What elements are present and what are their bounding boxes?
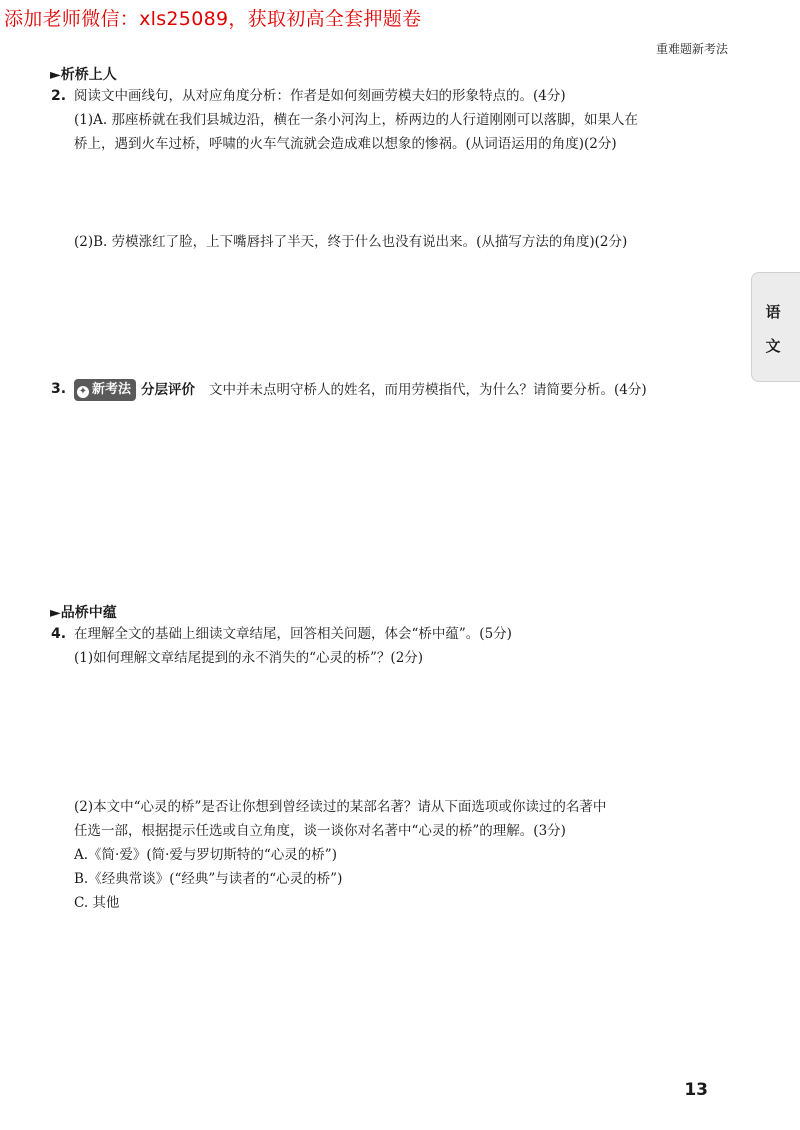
lightbulb-icon: ✦	[78, 386, 88, 397]
new-method-tag	[74, 379, 136, 401]
tiered-evaluation-label: 分层评价	[141, 382, 196, 398]
question-3-number: 3.	[51, 381, 67, 397]
question-4-number: 4.	[51, 626, 67, 642]
question-4-part1: (1)如何理解文章结尾提到的永不消失的“心灵的桥”？(2分)	[74, 650, 424, 666]
section-heading-bridge-people: ►析桥上人	[50, 67, 117, 83]
option-c: C. 其他	[74, 895, 120, 911]
option-b: B.《经典常谈》(“经典”与读者的“心灵的桥”)	[74, 871, 343, 887]
section-heading-bridge-meaning: ►品桥中蕴	[50, 605, 117, 621]
question-2-part1-line1: (1)A. 那座桥就在我们县城边沿，横在一条小河沟上，桥两边的人行道刚刚可以落脚，如果人在	[74, 112, 638, 128]
side-tab-char-1: 语	[765, 303, 781, 321]
question-3-line	[74, 379, 647, 401]
page-number: 13	[684, 1080, 708, 1100]
question-2-number: 2.	[51, 88, 67, 104]
new-method-tag-label: 新考法	[92, 382, 132, 397]
question-2-part2: (2)B. 劳模涨红了脸，上下嘴唇抖了半天，终于什么也没有说出来。(从描写方法的角度)(2分)	[74, 234, 628, 250]
option-a: A.《简·爱》(简·爱与罗切斯特的“心灵的桥”)	[74, 847, 337, 863]
subject-side-tab	[751, 272, 800, 382]
question-2-part1-line2: 桥上，遇到火车过桥，呼啸的火车气流就会造成难以想象的惨祸。(从词语运用的角度)(2分)	[74, 136, 617, 152]
side-tab-char-2: 文	[765, 337, 781, 355]
watermark-text: 添加老师微信：xls25089，获取初高全套押题卷	[4, 8, 422, 30]
header-label: 重难题新考法	[655, 42, 728, 56]
question-4-part2-line1: (2)本文中“心灵的桥”是否让你想到曾经读过的某部名著？请从下面选项或你读过的名著中	[74, 799, 607, 815]
question-4-stem: 在理解全文的基础上细读文章结尾，回答相关问题，体会“桥中蕴”。(5分)	[74, 626, 512, 642]
question-2-stem: 阅读文中画线句，从对应角度分析：作者是如何刻画劳模夫妇的形象特点的。(4分)	[74, 88, 566, 104]
question-3-stem: 文中并未点明守桥人的姓名，而用劳模指代，为什么？请简要分析。(4分)	[209, 382, 647, 398]
question-4-part2-line2: 任选一部，根据提示任选或自立角度，谈一谈你对名著中“心灵的桥”的理解。(3分)	[74, 823, 566, 839]
